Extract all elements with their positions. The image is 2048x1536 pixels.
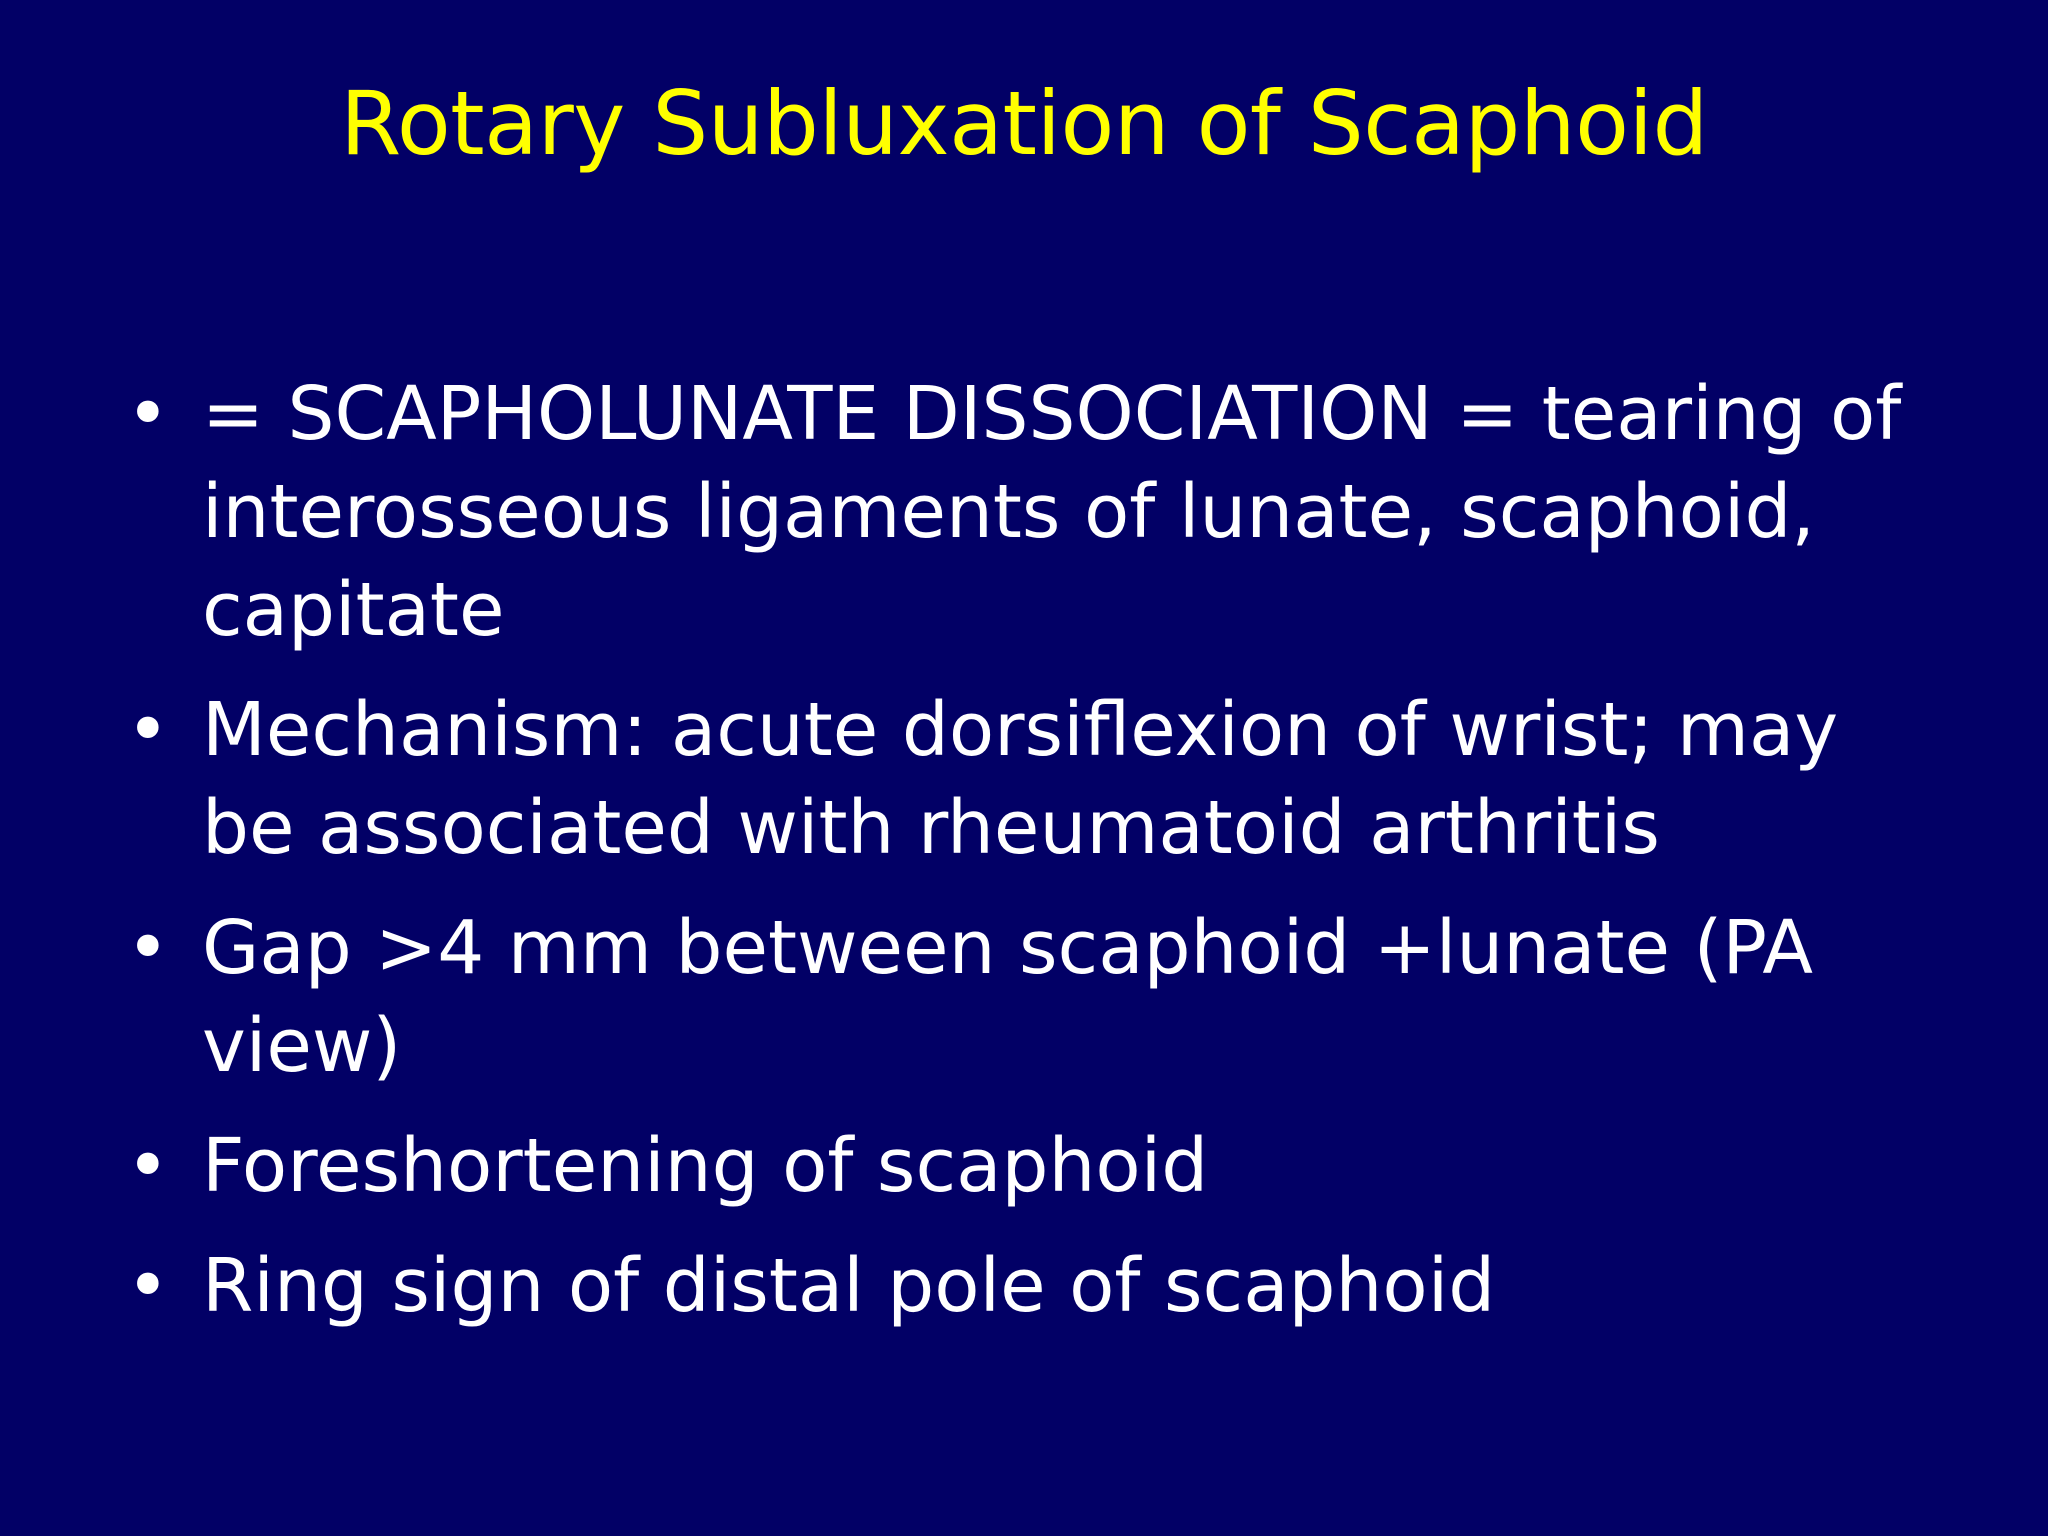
- bullet-item: [122, 365, 1922, 659]
- bullet-item: [122, 1117, 1922, 1215]
- slide-title: Rotary Subluxation of Scaphoid: [340, 72, 1708, 175]
- bullet-text: Ring sign of distal pole of scaphoid: [202, 1243, 1496, 1329]
- bullet-item: [122, 1237, 1922, 1335]
- bullet-dot-icon: •: [126, 905, 170, 991]
- bullet-text: Gap >4 mm between scaphoid +lunate (PA view): [202, 905, 1813, 1089]
- bullet-item: [122, 681, 1922, 877]
- bullet-dot-icon: •: [126, 371, 170, 457]
- bullet-dot-icon: •: [126, 1243, 170, 1329]
- bullet-item: [122, 899, 1922, 1095]
- bullet-list: [122, 365, 1922, 1357]
- bullet-dot-icon: •: [126, 1123, 170, 1209]
- bullet-text: Mechanism: acute dorsiflexion of wrist; may be associated with rheumatoid arthritis: [202, 687, 1839, 871]
- bullet-text: = SCAPHOLUNATE DISSOCIATION = tearing of interosseous ligaments of lunate, scaphoid, capitate: [202, 371, 1902, 653]
- bullet-text: Foreshortening of scaphoid: [202, 1123, 1209, 1209]
- bullet-dot-icon: •: [126, 687, 170, 773]
